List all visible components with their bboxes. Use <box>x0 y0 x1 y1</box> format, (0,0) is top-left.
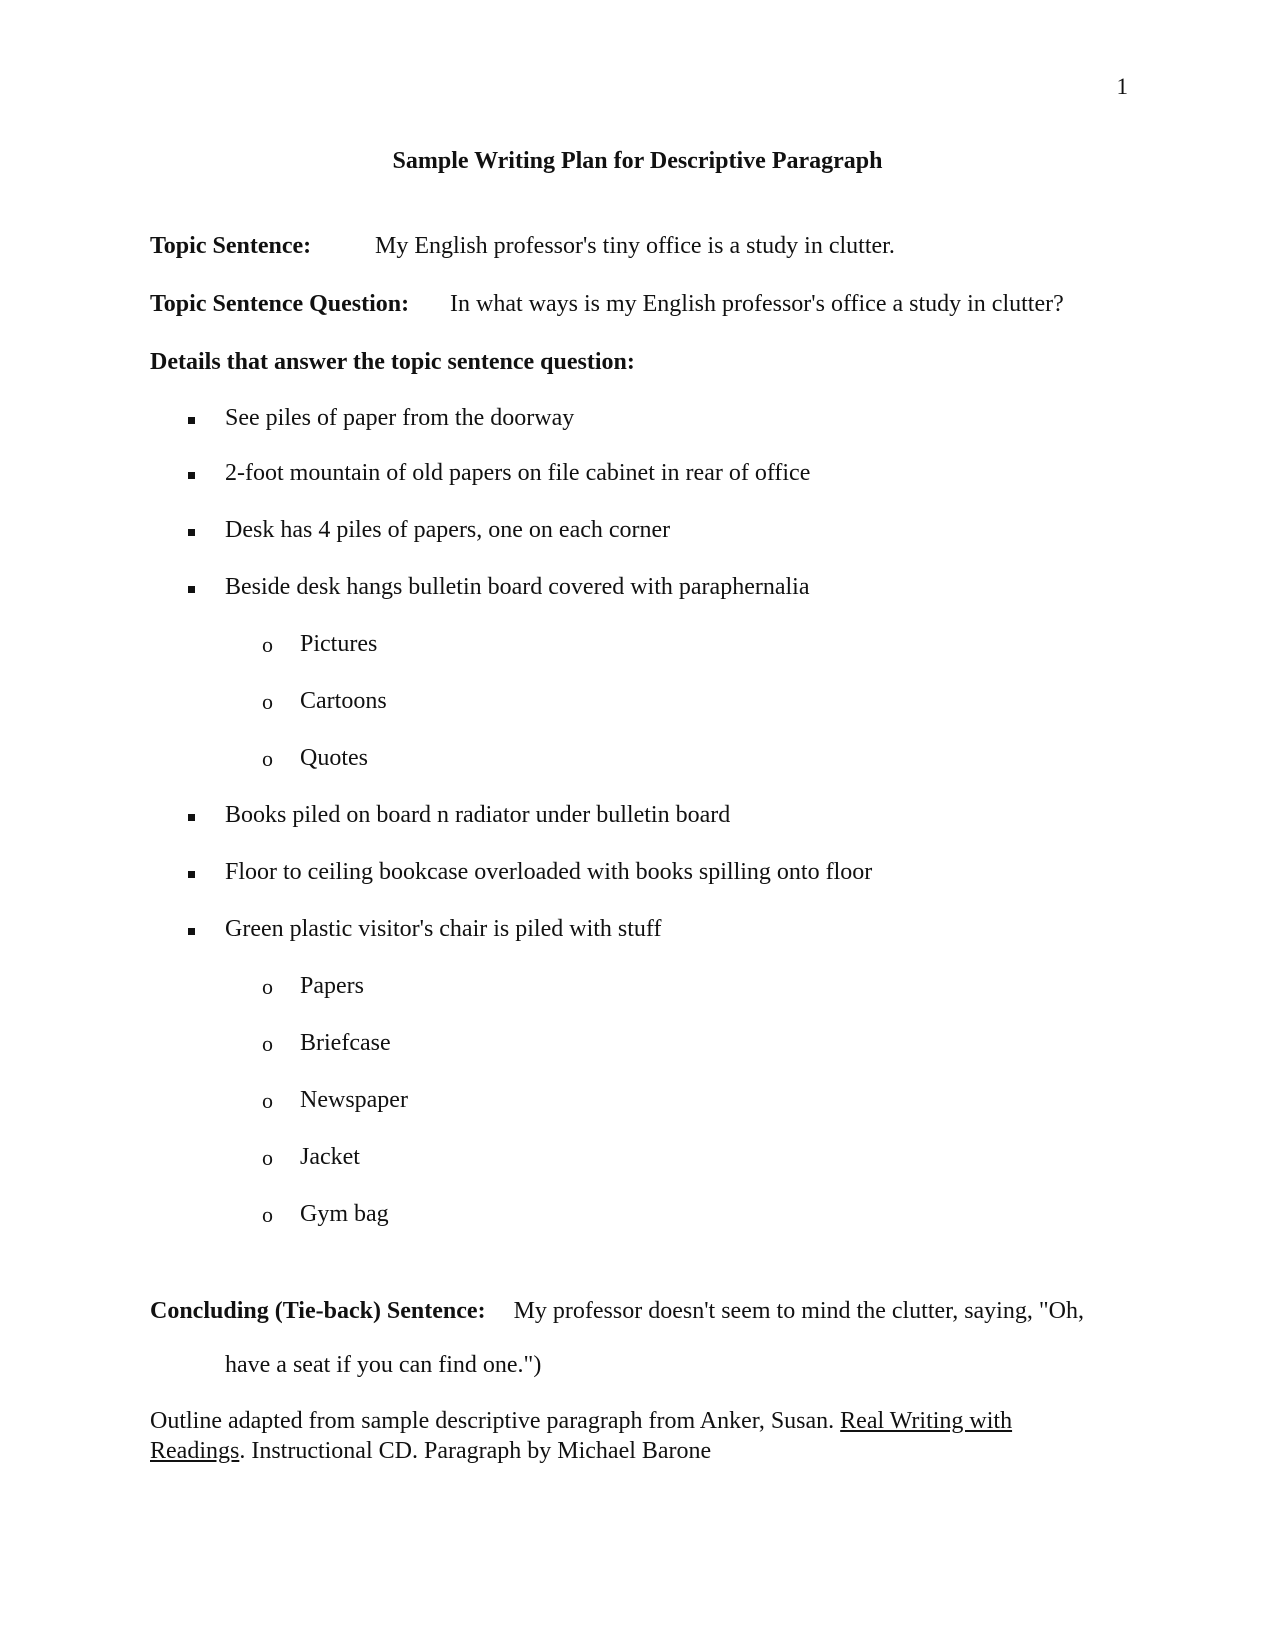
concluding-label: Concluding (Tie-back) Sentence: <box>150 1298 486 1324</box>
source-prefix: Outline adapted from sample descriptive paragraph from Anker, Susan. <box>150 1408 835 1434</box>
square-bullet-icon <box>188 814 195 821</box>
source-book-title: Real Writing with Readings <box>150 1408 1013 1464</box>
topic-sentence-row <box>150 233 895 260</box>
concluding-sentence-row <box>150 1298 1084 1325</box>
page-number: 1 <box>1116 74 1128 99</box>
circle-bullet-icon: o <box>262 632 273 657</box>
details-heading: Details that answer the topic sentence question: <box>150 349 635 375</box>
topic-question-value: In what ways is my English professor's office a study in clutter? <box>450 291 1064 317</box>
circle-bullet-icon: o <box>262 1031 273 1056</box>
square-bullet-icon <box>188 586 195 593</box>
circle-bullet-icon: o <box>262 1145 273 1170</box>
square-bullet-icon <box>188 417 195 424</box>
square-bullet-icon <box>188 871 195 878</box>
topic-sentence-value: My English professor's tiny office is a study in clutter. <box>375 233 895 259</box>
square-bullet-icon <box>188 472 195 479</box>
concluding-value-line1: My professor doesn't seem to mind the clutter, saying, "Oh, <box>513 1298 1084 1324</box>
square-bullet-icon <box>188 928 195 935</box>
circle-bullet-icon: o <box>262 1088 273 1113</box>
circle-bullet-icon: o <box>262 974 273 999</box>
circle-bullet-icon: o <box>262 689 273 714</box>
concluding-value-line2: have a seat if you can find one.") <box>225 1352 542 1378</box>
circle-bullet-icon: o <box>262 746 273 771</box>
topic-question-row <box>150 291 1064 318</box>
source-citation <box>150 1406 1080 1466</box>
source-suffix: . Instructional CD. Paragraph by Michael Barone <box>239 1438 712 1464</box>
document-title: Sample Writing Plan for Descriptive Paragraph <box>392 148 883 174</box>
document-page: 1 Sample Writing Plan for Descriptive Paragraph Topic Sentence: My English professor's tiny office is a study in clutter. Topic Sentence Question: In what ways is my English professor's office a study in clutter? Details that answer the topic sentence question: See piles of paper from the doorway 2-foot mountain of old papers on file cabinet in rear of office Desk has 4 piles of papers, one on each corner Beside desk hangs bulletin board covered with paraphernalia o Pictures o Cartoons o Quotes Books piled on board n radiator under bulletin board Floor to ceiling bookcase overloaded with books spilling onto floor Green plastic visitor's chair is piled with stuff o Papers o Briefcase o Newspaper o Jacket o Gym bag Concluding (Tie-back) Sentence: My professor doesn't seem to mind the clutter, saying, "Oh, have a seat if you can find one.") Outline adapted from sample descriptive paragraph from Anker, Susan. Real Writing with Readings. Instructional CD. Paragraph by Michael Barone <box>0 0 1275 1650</box>
square-bullet-icon <box>188 529 195 536</box>
circle-bullet-icon: o <box>262 1202 273 1227</box>
topic-question-label: Topic Sentence Question: <box>150 291 410 317</box>
topic-sentence-label: Topic Sentence: <box>150 233 312 259</box>
